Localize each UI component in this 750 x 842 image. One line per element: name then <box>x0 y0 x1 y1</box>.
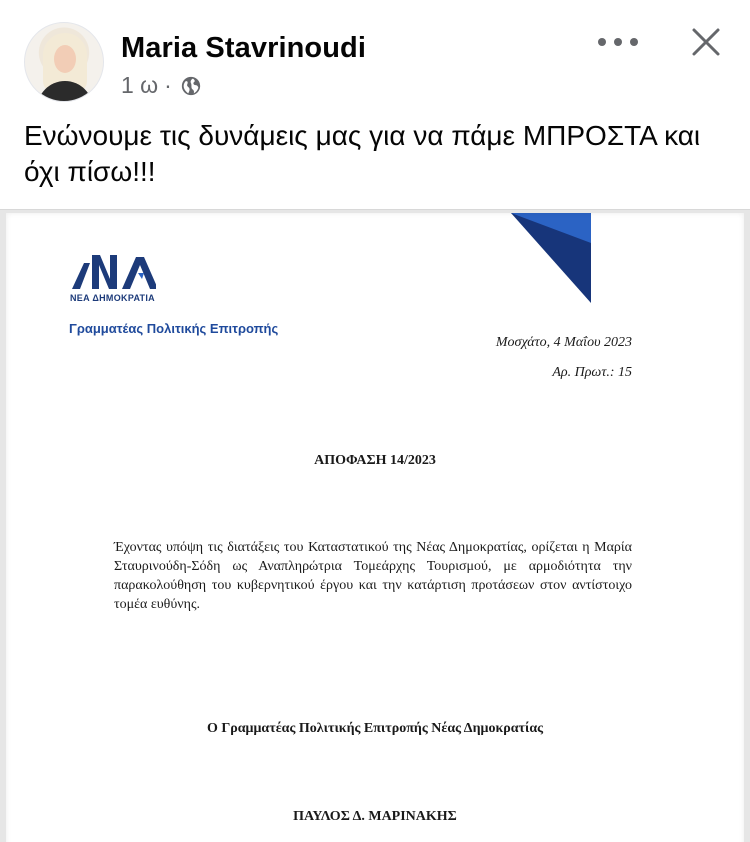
avatar[interactable] <box>24 22 104 102</box>
avatar-face <box>54 45 76 73</box>
signature-name: ΠΑΥΛΟΣ Δ. ΜΑΡΙΝΑΚΗΣ <box>293 809 457 824</box>
post-header <box>0 0 750 110</box>
signature-title: Ο Γραμματέας Πολιτικής Επιτροπής Νέας Δημοκρατίας <box>206 721 544 736</box>
meta-separator: · <box>164 72 172 98</box>
decision-title: ΑΠΟΦΑΣΗ 14/2023 <box>314 453 436 468</box>
author-name[interactable]: Maria Stavrinoudi <box>121 32 367 64</box>
section-title: Γραμματέας Πολιτικής Επιτροπής <box>69 321 279 336</box>
more-dot <box>598 38 606 46</box>
more-options-icon[interactable] <box>598 28 638 56</box>
document-page <box>6 213 744 842</box>
globe-icon[interactable] <box>180 75 202 97</box>
protocol-number: Αρ. Πρωτ.: 15 <box>552 365 632 380</box>
post-text: Ενώνουμε τις δυνάμεις μας για να πάμε ΜΠΡΟΣΤΑ και όχι πίσω!!! <box>24 120 701 187</box>
more-dot <box>614 38 622 46</box>
post-meta <box>121 72 202 99</box>
place-date: Μοσχάτο, 4 Μαΐου 2023 <box>495 335 632 350</box>
post-time[interactable]: 1 ω <box>121 72 159 98</box>
page-shadow <box>6 213 744 842</box>
post-photo[interactable] <box>0 209 750 842</box>
decision-body: Έχοντας υπόψη τις διατάξεις του Καταστατικού της Νέας Δημοκρατίας, ορίζεται η Μαρία Σταυρινούδη-Σόδη ως Αναπληρώτρια Τομεάρχης Τουρισμού, με αρμοδιότητα την παρακολούθηση του κυβερνητικού έργου και την κατάρτιση προτάσεων στον αντίστοιχο τομέα ευθύνης. <box>114 540 632 612</box>
logo-subtitle: ΝΕΑ ΔΗΜΟΚΡΑΤΙΑ <box>70 293 155 303</box>
close-icon[interactable] <box>690 26 722 58</box>
more-dot <box>630 38 638 46</box>
